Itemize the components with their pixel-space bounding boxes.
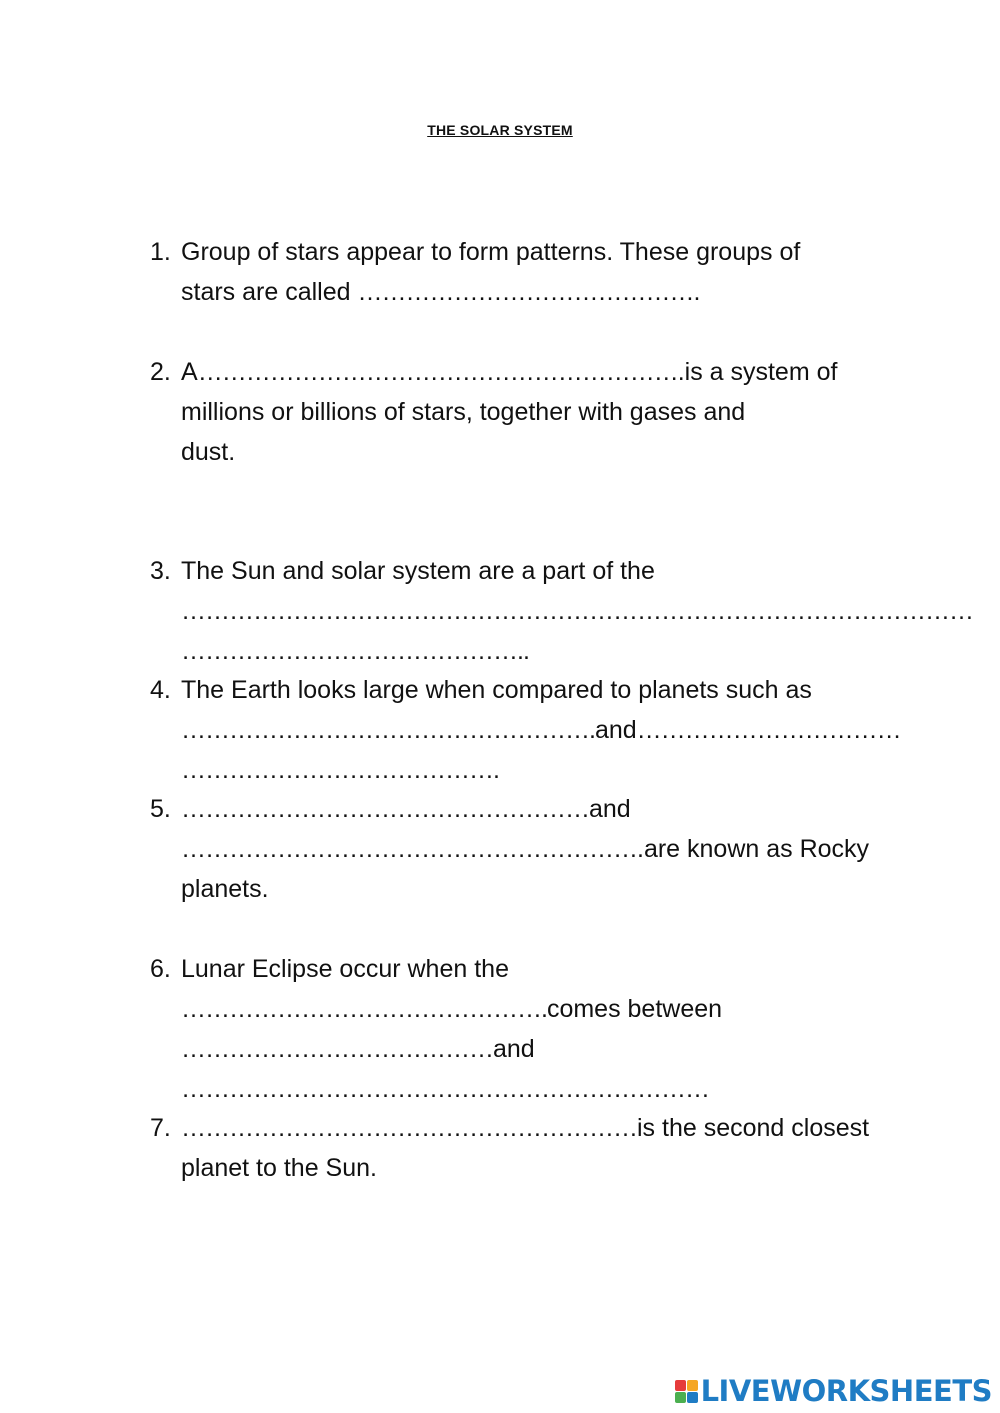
- answer-blank[interactable]: ………………………………………………………………………………………: [181, 597, 973, 625]
- logo-tile-icon: [675, 1392, 686, 1403]
- question-text-line: Lunar Eclipse occur when the: [181, 955, 509, 983]
- logo-tile-icon: [675, 1380, 686, 1391]
- answer-blank[interactable]: ……………………………: [636, 716, 901, 744]
- question-text-line: The Sun and solar system are a part of the: [181, 557, 655, 585]
- question-text-line: …………………………………………….and……………………………: [181, 716, 901, 744]
- question-text-line: ………………………………………………….are known as Rocky: [181, 835, 870, 863]
- logo-tile-icon: [687, 1380, 698, 1391]
- question-text-line: planet to the Sun.: [181, 1154, 377, 1182]
- question-text-line: The Earth looks large when compared to planets such as: [181, 676, 812, 704]
- answer-blank[interactable]: …………………………………………………: [181, 1114, 637, 1142]
- question-number: 4.: [150, 676, 171, 704]
- answer-blank[interactable]: …………………………………….: [357, 278, 700, 306]
- question-text-line: A…………………………………………………….is a system of: [181, 358, 838, 386]
- answer-blank[interactable]: …………………………………………………: [181, 835, 637, 863]
- question-number: 5.: [150, 795, 171, 823]
- question-number: 1.: [150, 238, 171, 266]
- brand-name: LIVEWORKSHEETS: [700, 1374, 992, 1408]
- question-number: 2.: [150, 358, 171, 386]
- answer-blank[interactable]: ……………………………………….: [181, 995, 547, 1023]
- answer-blank[interactable]: ……………………………………………: [181, 795, 589, 823]
- question-number: 6.: [150, 955, 171, 983]
- question-text-line: dust.: [181, 438, 236, 466]
- answer-blank[interactable]: …………………………………………………………: [181, 1075, 709, 1103]
- answer-blank[interactable]: ………………………………….: [181, 756, 499, 784]
- question-text-line: ……………………………………………and: [181, 795, 631, 823]
- answer-blank[interactable]: …………………………………: [181, 1035, 493, 1063]
- answer-blank[interactable]: …………………………………………….: [181, 716, 595, 744]
- liveworksheets-logo-icon: [675, 1380, 698, 1403]
- logo-tile-icon: [687, 1392, 698, 1403]
- question-number: 3.: [150, 557, 171, 585]
- liveworksheets-logo: [675, 1373, 992, 1409]
- answer-blank[interactable]: ……………………………………………………: [197, 358, 678, 386]
- question-text-line: ……………………………………….comes between: [181, 995, 723, 1023]
- question-text-line: Group of stars appear to form patterns. These groups of: [181, 238, 801, 266]
- page-title: THE SOLAR SYSTEM: [427, 122, 573, 138]
- question-text-line: millions or billions of stars, together with gases and: [181, 398, 746, 426]
- question-text-line: …………………………………and: [181, 1035, 535, 1063]
- question-text-line: stars are called …………………………………….: [181, 278, 700, 306]
- question-number: 7.: [150, 1114, 171, 1142]
- question-text-line: planets.: [181, 875, 269, 903]
- answer-blank[interactable]: ……………………………………..: [181, 637, 529, 665]
- question-text-line: …………………………………………………is the second closest: [181, 1114, 870, 1142]
